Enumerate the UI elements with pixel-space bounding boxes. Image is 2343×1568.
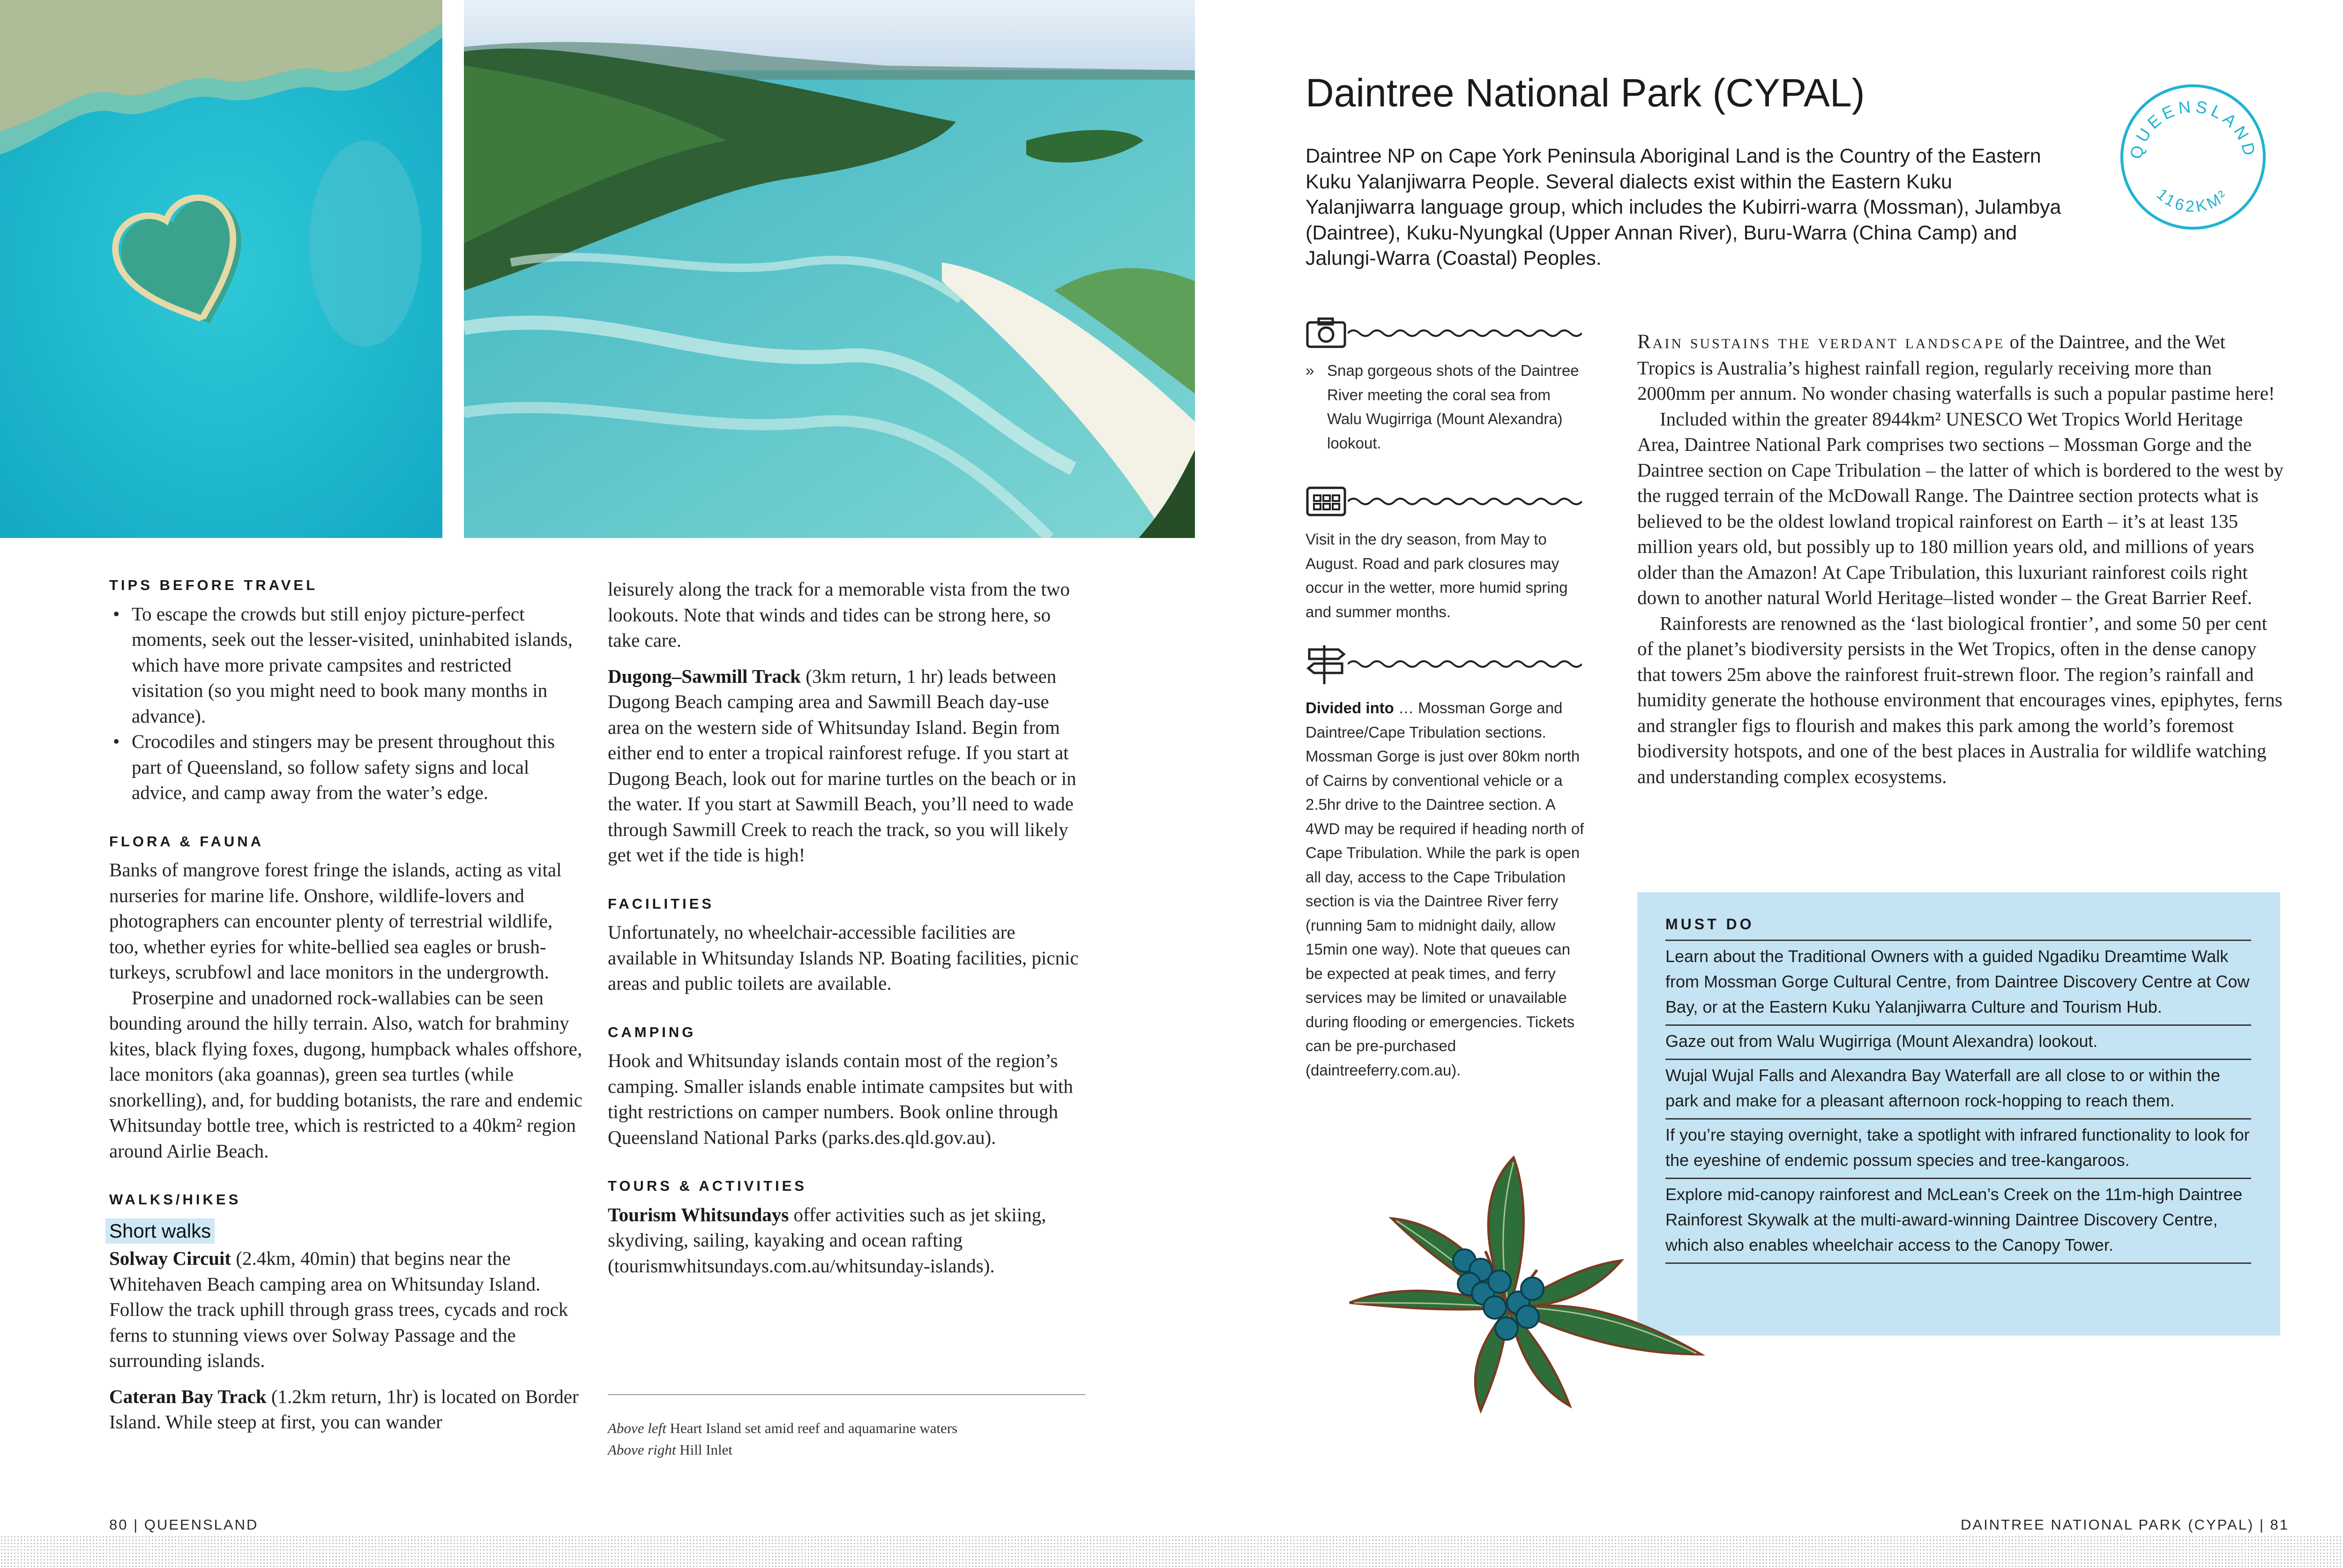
page-title: Daintree National Park (CYPAL) — [1306, 71, 1865, 115]
tours-name: Tourism Whitsundays — [608, 1203, 789, 1225]
caption-left — [608, 1418, 1086, 1439]
heart-island-photo — [0, 0, 442, 538]
wave-divider-icon — [1348, 657, 1582, 673]
signpost-icon — [1306, 643, 1348, 687]
wave-divider-icon — [1348, 494, 1582, 511]
caption-divider — [608, 1394, 1086, 1395]
caption-left-label: Above left — [608, 1420, 666, 1436]
camping-heading: CAMPING — [608, 1023, 696, 1040]
solway-text: (2.4km, 40min) that begins near the Whitehaven Beach camping area on Whitsunday Island. Follow the track uphill through grass trees, cycads and rock ferns to stunning views over Solway Passage and the surrounding islands. — [109, 1247, 568, 1371]
left-footer: 80 | QUEENSLAND — [109, 1516, 259, 1533]
signpost-row — [1306, 643, 1582, 687]
photo-captions — [608, 1418, 1086, 1461]
wave-divider-icon — [1348, 326, 1582, 343]
list-item: If you’re staying overnight, take a spotlight with infrared functionality to look for the eyeshine of endemic possum species and tree-kangaroos. — [1665, 1118, 2251, 1178]
list-item: Explore mid-canopy rainforest and McLean’s Creek on the 11m-high Daintree Rainforest Skywalk at the multi-award-winning Daintree Discovery Centre, which also enables wheelchair access to the Canopy Tower. — [1665, 1178, 2251, 1264]
svg-text:1162KM² — [2153, 185, 2233, 216]
divided-into-text — [1306, 696, 1587, 1082]
main-body — [1637, 329, 2284, 789]
main-lead: Rain sustains the verdant landscape — [1637, 331, 2005, 353]
left-column-1 — [109, 573, 585, 1435]
dugong-paragraph — [608, 664, 1086, 868]
short-walks-label: Short walks — [105, 1218, 215, 1244]
season-tip: Visit in the dry season, from May to August. Road and park closures may occur in the wetter, more humid spring and summer months. — [1306, 530, 1568, 620]
badge-area: 1162KM² — [2153, 185, 2233, 216]
list-item: • To escape the crowds but still enjoy picture-perfect moments, seek out the lesser-visited, uninhabited islands, which have more private campsites and restricted visitation (so you might need to book many months in advance). — [109, 601, 585, 729]
calendar-icon — [1306, 485, 1348, 520]
photo-tip-text: Snap gorgeous shots of the Daintree River meeting the coral sea from Walu Wugirriga (Mount Alexandra) lookout. — [1327, 362, 1579, 452]
list-item: Wujal Wujal Falls and Alexandra Bay Waterfall are all close to or within the park and make for a pleasant afternoon rock-hopping to reach them. — [1665, 1059, 2251, 1118]
main-paragraph-3: Rainforests are renowned as the ‘last biological frontier’, and some 50 per cent of the planet’s biodiversity persists in the Wet Tropics, often in the dense canopy that towers 25m above the rainforest fruit-strewn floor. The region’s rainfall and humidity generate the hothouse environment that encourages vines, epiphytes, ferns and strangler figs to flourish and makes this park among the world’s foremost biodiversity hotspots, and one of the best places in Australia for wildlife watching and understanding complex ecosystems. — [1637, 612, 2283, 787]
cateran-name: Cateran Bay Track — [109, 1385, 267, 1407]
list-item: Learn about the Traditional Owners with a guided Ngadiku Dreamtime Walk from Mossman Gorge Cultural Centre, from Daintree Discovery Centre at Cow Bay, or at the Eastern Kuku Yalanjiwarra Culture and Tourism Hub. — [1665, 940, 2251, 1024]
calendar-row — [1306, 485, 1582, 520]
must-do-heading: MUST DO — [1665, 916, 1754, 933]
flora-paragraph-1: Banks of mangrove forest fringe the islands, acting as vital nurseries for marine life. Onshore, wildlife-lovers and photographers can encounter plenty of terrestrial wildlife, too, whether eyries for white-bellied sea eagles or brush-turkeys, scrubfowl and lace monitors in the undergrowth. — [109, 859, 562, 983]
flora-paragraph-2: Proserpine and unadorned rock-wallabies can be seen bounding around the hilly terrain. Also, watch for brahminy kites, black flying foxes, dugong, humpback whales offshore, lace monitors (aka goannas), green sea turtles (while snorkelling), and, for budding botanists, the rare and endemic Whitsunday bottle tree, which is restricted to a 40km² region around Airlie Beach. — [109, 986, 582, 1162]
cateran-text: (1.2km return, 1hr) is located on Border Island. While steep at first, you can wander — [109, 1385, 579, 1433]
camera-row — [1306, 317, 1582, 352]
caption-right-text: Hill Inlet — [676, 1441, 733, 1458]
photo-tip: » Snap gorgeous shots of the Daintree River meeting the coral sea from Walu Wugirriga (Mount Alexandra) lookout. — [1306, 358, 1582, 455]
right-footer: DAINTREE NATIONAL PARK (CYPAL) | 81 — [1961, 1516, 2290, 1533]
region-badge — [2118, 82, 2268, 232]
tours-heading: TOURS & ACTIVITIES — [608, 1178, 807, 1194]
divided-body: … Mossman Gorge and Daintree/Cape Tribulation sections. Mossman Gorge is just over 80km north of Cairns by conventional vehicle or a 2.5hr drive to the Daintree section. A 4WD may be required if heading north of Cape Tribulation. While the park is open all day, access to the Cape Tribulation section is via the Daintree River ferry (running 5am to midnight daily, allow 15min one way). Note that queues can be expected at peak times, and ferry services may be limited or unavailable during flooding or emergencies. Tickets can be pre-purchased (daintreeferry.com.au). — [1306, 699, 1584, 1079]
cateran-continued: leisurely along the track for a memorable vista from the two lookouts. Note that winds and tides can be strong here, so take care. — [608, 578, 1070, 651]
solway-paragraph — [109, 1246, 585, 1374]
tips-heading: TIPS BEFORE TRAVEL — [109, 577, 318, 593]
cateran-paragraph — [109, 1384, 585, 1435]
tours-paragraph — [608, 1202, 1086, 1279]
page-edge-texture — [0, 1535, 2343, 1568]
camera-icon — [1306, 317, 1348, 352]
tips-list — [109, 601, 585, 806]
left-column-2 — [608, 576, 1086, 1278]
hill-inlet-photo — [464, 0, 1195, 538]
list-item: Gaze out from Walu Wugirriga (Mount Alexandra) lookout. — [1665, 1024, 2251, 1059]
caption-left-text: Heart Island set amid reef and aquamarine waters — [666, 1420, 958, 1436]
quandong-branch-illustration — [1340, 1153, 1706, 1415]
intro-paragraph: Daintree NP on Cape York Peninsula Aboriginal Land is the Country of the Eastern Kuku Yalanjiwarra People. Several dialects exist within the Eastern Kuku Yalanjiwarra language group, which includes the Kubirri-warra (Mossman), Julambya (Daintree), Kuku-Nyungkal (Upper Annan River), Buru-Warra (China Camp) and Jalungi-Warra (Coastal) Peoples. — [1306, 145, 2061, 269]
list-item: • Crocodiles and stingers may be present throughout this part of Queensland, so follow safety signs and local advice, and camp away from the water’s edge. — [109, 729, 585, 806]
divided-label: Divided into — [1306, 699, 1394, 717]
dugong-name: Dugong–Sawmill Track — [608, 665, 801, 687]
dugong-text: (3km return, 1 hr) leads between Dugong Beach camping area and Sawmill Beach day-use area on the western side of Whitsunday Island. Begin from either end to enter a tropical rainforest refuge. If you start at Dugong Beach, look out for marine turtles on the beach or in the water. If you start at Sawmill Beach, you’ll need to wade through Sawmill Creek to reach the track, so you will likely get wet if the tide is high! — [608, 665, 1076, 866]
facilities-text: Unfortunately, no wheelchair-accessible facilities are available in Whitsunday Islands NP. Boating facilities, picnic areas and public toilets are available. — [608, 921, 1079, 994]
camping-text: Hook and Whitsunday islands contain most of the region’s camping. Smaller islands enable intimate campsites but with tight restrictions on camper numbers. Book online through Queensland National Parks (parks.des.qld.gov.au). — [608, 1050, 1073, 1148]
caption-right-label: Above right — [608, 1441, 676, 1458]
svg-text:QUEENSLAND — [2126, 97, 2260, 161]
walks-heading: WALKS/HIKES — [109, 1191, 241, 1208]
caption-right — [608, 1439, 1086, 1461]
badge-state: QUEENSLAND — [2126, 97, 2261, 161]
tours-text: offer activities such as jet skiing, skydiving, sailing, kayaking and ocean rafting (tourismwhitsundays.com.au/whitsunday-islands). — [608, 1203, 1046, 1277]
main-paragraph-1 — [1637, 329, 2284, 406]
flora-heading: FLORA & FAUNA — [109, 833, 264, 850]
main-paragraph-2: Included within the greater 8944km² UNESCO Wet Tropics World Heritage Area, Daintree National Park comprises two sections – Mossman Gorge and the Daintree section on Cape Tribulation – the latter of which is bordered to the west by the rugged terrain of the McDowall Range. The Daintree section protects what is believed to be the oldest lowland tropical rainforest on Earth – it’s at least 135 million years old, but possibly up to 180 million years old, and millions of years older than the Amazon! At Cape Tribulation, this luxuriant rainforest coils right down to another natural World Heritage–listed wonder – the Great Barrier Reef. — [1637, 408, 2283, 608]
main-p1-text: of the Daintree, and the Wet Tropics is Australia’s highest rainfall region, regularly receiving more than 2000mm per annum. No wonder chasing waterfalls is such a popular pastime here! — [1637, 331, 2275, 404]
must-do-box — [1637, 892, 2280, 1336]
solway-name: Solway Circuit — [109, 1247, 231, 1269]
facilities-heading: FACILITIES — [608, 895, 715, 912]
